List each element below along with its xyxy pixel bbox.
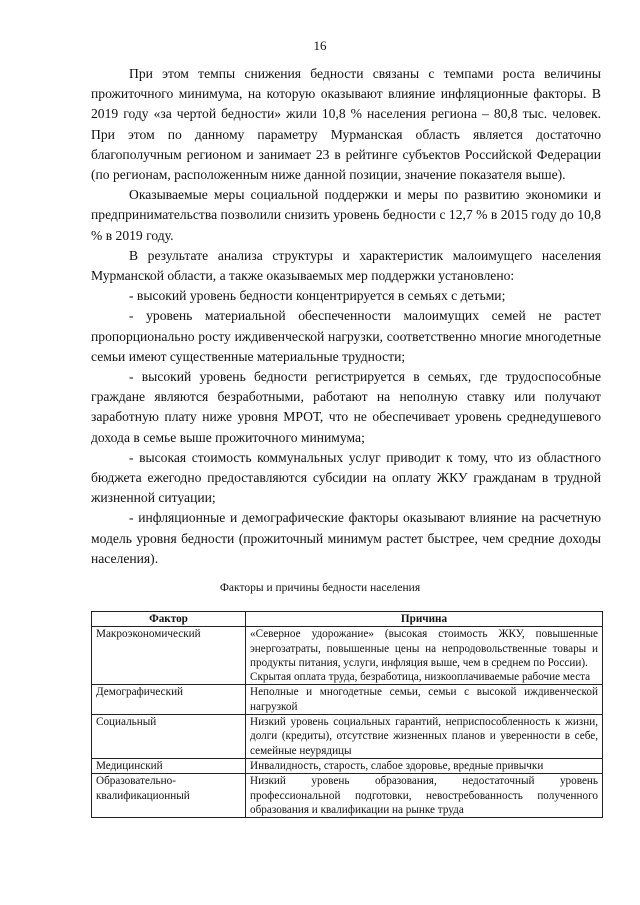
page-number: 16: [313, 38, 327, 53]
paragraph-poverty-dynamics: При этом темпы снижения бедности связаны с темпами роста величины прожиточного минимума, на которую оказывают влияние инфляционные факторы. В 2019 году «за чертой бедности» жили 10,8 % населения региона – 80,8 тыс. человек. При этом по данному параметру Мурманская область является достаточно благополучным регионом и занимает 23 в рейтинге субъектов Российской Федерации (по регионам, расположенным ниже данной позиции, значение показателя выше).: [91, 66, 601, 183]
reason-text: Низкий уровень образования, недостаточный уровень профессиональной подготовки, невостребованность полученного образования и квалификации на рынке труда: [250, 775, 598, 816]
reason-cell: [246, 758, 603, 773]
reason-text: Скрытая оплата труда, безработица, низкооплачиваемые рабочие места: [250, 671, 591, 684]
poverty-factors-table: [91, 611, 603, 818]
finding-families-with-children: - высокий уровень бедности концентрируется в семьях с детьми;: [129, 288, 506, 304]
table-header-row: [92, 612, 603, 627]
factor-cell: Социальный: [92, 715, 246, 759]
table-row: [92, 685, 603, 715]
reason-cell: [246, 774, 603, 818]
reason-cell: [246, 715, 603, 759]
finding-large-families: - уровень материальной обеспеченности малоимущих семей не растет пропорционально росту иждивенческой нагрузки, соответственно многие многодетные семьи имеют существенные материальные трудности;: [91, 308, 601, 364]
header-factor: Фактор: [92, 612, 246, 627]
reason-text: Инвалидность, старость, слабое здоровье, вредные привычки: [250, 759, 544, 772]
finding-inflation: - инфляционные и демографические факторы оказывают влияние на расчетную модель уровня бедности (прожиточный минимум растет быстрее, чем средние доходы населения).: [91, 510, 601, 566]
table-row: [92, 774, 603, 818]
header-reason: Причина: [246, 612, 603, 627]
reason-text: «Северное удорожание» (высокая стоимость ЖКУ, повышенные энергозатраты, повышенные цены на непродовольственные товары и продукты питания, услуги, инфляция выше, чем в среднем по России).: [250, 628, 598, 669]
finding-unemployed: - высокий уровень бедности регистрируется в семьях, где трудоспособные граждане являются безработными, работают на неполную ставку или получают заработную плату ниже уровня МРОТ, что не обеспечивает уровень среднедушевого дохода в семье выше прожиточного минимума;: [91, 369, 601, 445]
table-caption: Факторы и причины бедности населения: [219, 582, 421, 594]
table-row: [92, 715, 603, 759]
finding-utility-costs: - высокая стоимость коммунальных услуг приводит к тому, что из областного бюджета ежегодно предоставляются субсидии на оплату ЖКУ гражданам в трудной жизненной ситуации;: [91, 449, 601, 506]
body-text: [91, 64, 601, 569]
factor-cell: Образовательно-квалификационный: [92, 774, 246, 818]
factor-cell: Медицинский: [92, 758, 246, 773]
factor-cell: Демографический: [92, 685, 246, 715]
table-row: [92, 758, 603, 773]
paragraph-support-measures: Оказываемые меры социальной поддержки и меры по развитию экономики и предпринимательства позволили снизить уровень бедности с 12,7 % в 2015 году до 10,8 % в 2019 году.: [91, 187, 601, 243]
factor-cell: Макроэкономический: [92, 627, 246, 685]
reason-cell: [246, 685, 603, 715]
reason-text: Низкий уровень социальных гарантий, неприспособленность к жизни, долги (кредиты), отсутствие жизненных планов и уверенности в себе, семейные неурядицы: [250, 716, 598, 757]
table-row: [92, 627, 603, 685]
paragraph-analysis-intro: В результате анализа структуры и характеристик малоимущего населения Мурманской области, а также оказываемых мер поддержки установлено:: [91, 247, 601, 284]
reason-text: Неполные и многодетные семьи, семьи с высокой иждивенческой нагрузкой: [250, 686, 598, 713]
reason-cell: [246, 627, 603, 685]
